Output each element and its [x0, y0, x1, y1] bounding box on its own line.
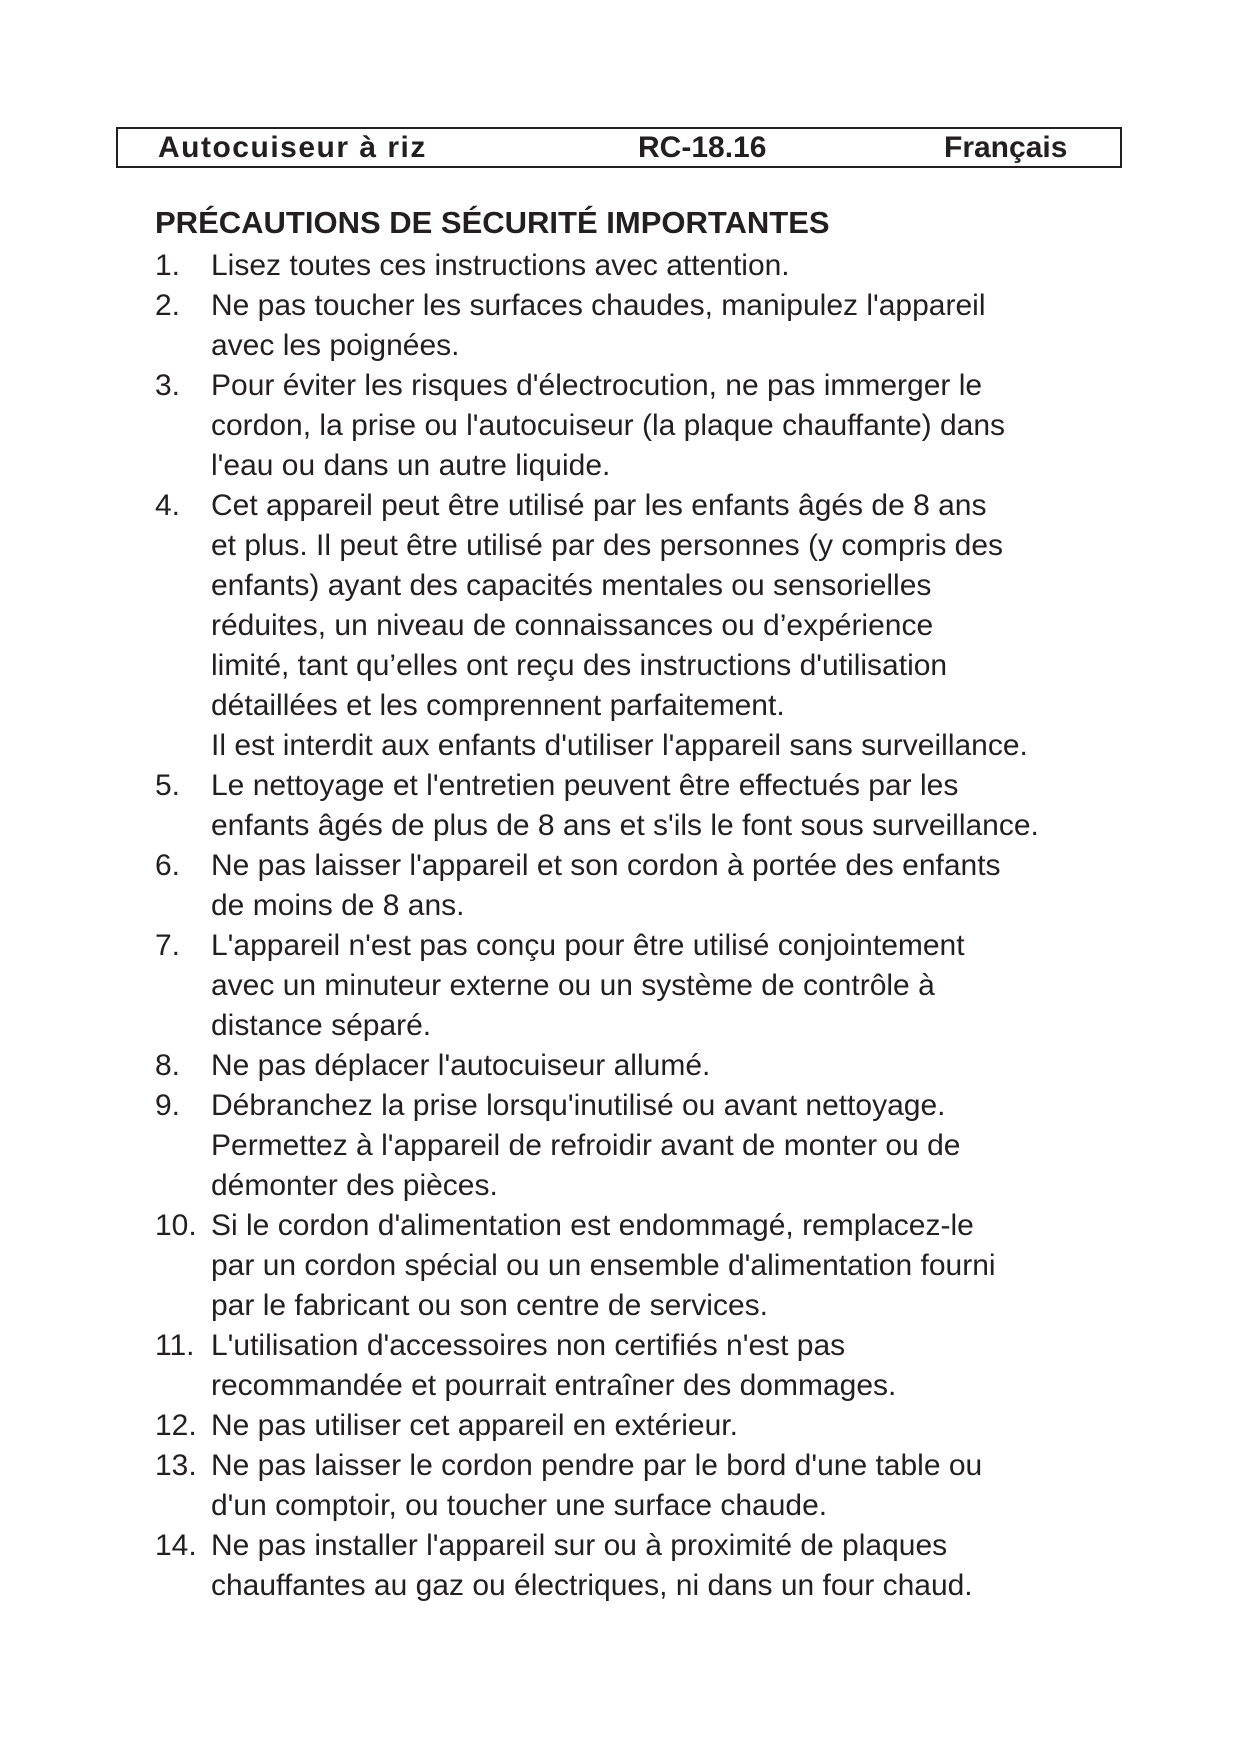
list-item-text-line: L'appareil n'est pas conçu pour être utilisé conjointement [211, 929, 965, 962]
list-item-text-line: Lisez toutes ces instructions avec attention. [211, 249, 790, 282]
list-item-number: 9. [155, 1089, 181, 1122]
list-item-number: 14. [155, 1529, 197, 1562]
list-item-number: 3. [155, 369, 181, 402]
list-item-number: 1. [155, 249, 181, 282]
list-item-text-line: Ne pas laisser l'appareil et son cordon à portée des enfants [211, 849, 1001, 882]
list-item [155, 246, 1135, 286]
list-item-text-line: Le nettoyage et l'entretien peuvent être effectués par les [211, 769, 959, 802]
list-item [155, 1446, 1135, 1526]
list-item-number: 12. [155, 1409, 197, 1442]
list-item-text-line: avec les poignées. [211, 329, 460, 362]
safety-section [155, 200, 1135, 1606]
list-item-text-line: avec un minuteur externe ou un système de contrôle à [211, 969, 935, 1002]
list-item-text-line: Ne pas toucher les surfaces chaudes, manipulez l'appareil [211, 289, 986, 322]
list-item-text-line: Ne pas déplacer l'autocuiseur allumé. [211, 1049, 711, 1082]
list-item-text-line: cordon, la prise ou l'autocuiseur (la plaque chauffante) dans [211, 409, 1006, 442]
list-item [155, 286, 1135, 366]
list-item-text-line: enfants) ayant des capacités mentales ou sensorielles [211, 569, 932, 602]
list-item [155, 1046, 1135, 1086]
list-item-number: 4. [155, 489, 181, 522]
language-label: Français [944, 131, 1068, 164]
list-item-text-line: enfants âgés de plus de 8 ans et s'ils le font sous surveillance. [211, 809, 1039, 842]
list-item-text-line: Ne pas installer l'appareil sur ou à proximité de plaques [211, 1529, 948, 1562]
list-item-number: 2. [155, 289, 181, 322]
list-item-number: 8. [155, 1049, 181, 1082]
list-item-text-line: réduites, un niveau de connaissances ou d’expérience [211, 609, 934, 642]
list-item-number: 5. [155, 769, 181, 802]
list-item-text-line: l'eau ou dans un autre liquide. [211, 449, 611, 482]
list-item-text-line: Permettez à l'appareil de refroidir avant de monter ou de [211, 1129, 961, 1162]
list-item-text-line: Ne pas utiliser cet appareil en extérieur. [211, 1409, 738, 1442]
list-item-number: 13. [155, 1449, 197, 1482]
list-item-text-line: et plus. Il peut être utilisé par des personnes (y compris des [211, 529, 1004, 562]
list-item-text-line: de moins de 8 ans. [211, 889, 465, 922]
list-item-text-line: Débranchez la prise lorsqu'inutilisé ou avant nettoyage. [211, 1089, 946, 1122]
list-item [155, 1086, 1135, 1206]
section-title: PRÉCAUTIONS DE SÉCURITÉ IMPORTANTES [155, 205, 830, 240]
list-item [155, 1206, 1135, 1326]
list-item-text-line: distance séparé. [211, 1009, 432, 1042]
list-item-text-line: démonter des pièces. [211, 1169, 498, 1202]
list-item [155, 766, 1135, 846]
list-item-text-line: par un cordon spécial ou un ensemble d'alimentation fourni [211, 1249, 996, 1282]
list-item [155, 1326, 1135, 1406]
list-item-text-line: recommandée et pourrait entraîner des dommages. [211, 1369, 897, 1402]
product-name: Autocuiseur à riz [158, 131, 427, 164]
list-item-text-line: Si le cordon d'alimentation est endommagé, remplacez-le [211, 1209, 974, 1242]
list-item [155, 1406, 1135, 1446]
list-item-text-line: Ne pas laisser le cordon pendre par le bord d'une table ou [211, 1449, 983, 1482]
list-item [155, 366, 1135, 486]
list-item-text-line: L'utilisation d'accessoires non certifiés n'est pas [211, 1329, 846, 1362]
list-item-text-line: Il est interdit aux enfants d'utiliser l'appareil sans surveillance. [211, 729, 1028, 762]
model-number: RC-18.16 [638, 131, 767, 164]
list-item-number: 10. [155, 1209, 197, 1242]
document-header [116, 127, 1122, 168]
list-item-text-line: limité, tant qu’elles ont reçu des instructions d'utilisation [211, 649, 948, 682]
list-item [155, 1526, 1135, 1606]
list-item [155, 846, 1135, 926]
list-item-text-line: chauffantes au gaz ou électriques, ni dans un four chaud. [211, 1569, 973, 1602]
list-item [155, 926, 1135, 1046]
list-item-number: 6. [155, 849, 181, 882]
list-item-text-line: par le fabricant ou son centre de services. [211, 1289, 768, 1322]
safety-rules-list [155, 246, 1135, 1606]
list-item-number: 11. [155, 1329, 195, 1362]
list-item-text-line: Pour éviter les risques d'électrocution, ne pas immerger le [211, 369, 983, 402]
list-item-number: 7. [155, 929, 181, 962]
list-item [155, 486, 1135, 766]
list-item-text-line: détaillées et les comprennent parfaitement. [211, 689, 785, 722]
list-item-text-line: d'un comptoir, ou toucher une surface chaude. [211, 1489, 828, 1522]
list-item-text-line: Cet appareil peut être utilisé par les enfants âgés de 8 ans [211, 489, 987, 522]
